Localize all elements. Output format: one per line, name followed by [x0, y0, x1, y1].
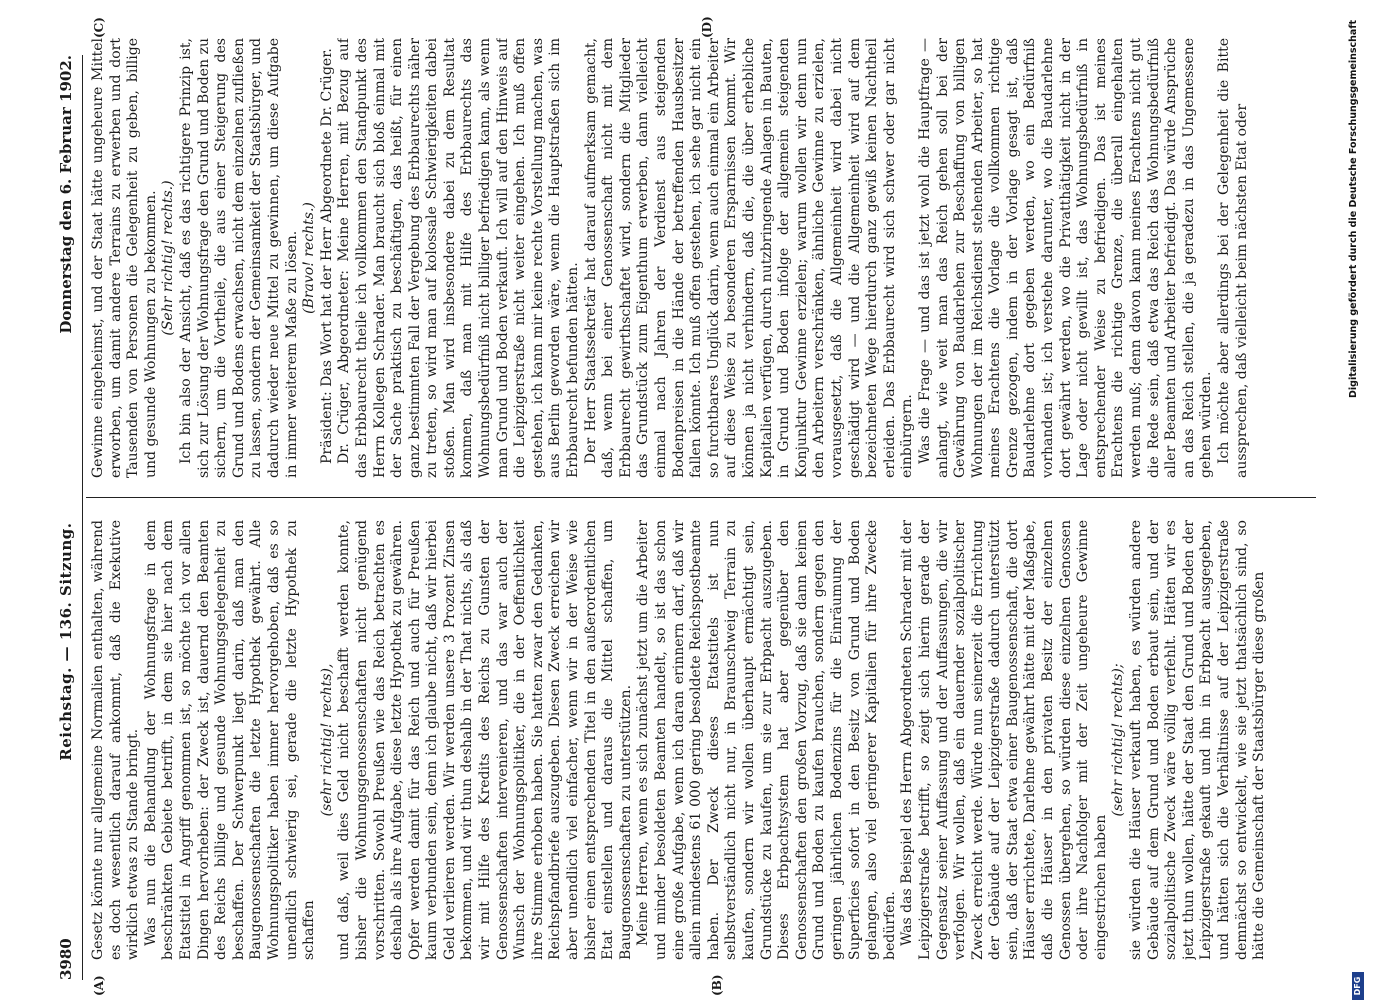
header-rule	[82, 55, 83, 980]
dfg-logo: DFG	[1352, 972, 1364, 1000]
paragraph: Gewinne eingeheimst, und der Staat hätte ungeheure Mittel erworben, um damit andere Terrains zu erwerben und dort Tausenden von Personen die Gelegenheit zu geben, billige und gesunde Wohnungen zu bekommen.	[90, 38, 159, 478]
margin-marker-c: (C)	[92, 17, 106, 38]
interjection: (Sehr richtig! rechts.)	[160, 180, 177, 336]
left-column	[90, 520, 1315, 960]
session-title: Reichstag. — 136. Sitzung.	[57, 522, 75, 761]
column-divider	[86, 497, 1316, 498]
digitization-credit: Digitalisierung gefördert durch die Deutsche Forschungsgemeinschaft	[1348, 20, 1359, 398]
paragraph: sie würden die Häuser verkauft haben, es würden andere Gebäude auf dem Grund und Boden erbaut sein, und der sozialpolitische Zweck wäre völlig verfehlt. Hätten wir es jetzt thun wollen, hätte der Staat den Grund und Boden der Leipzigerstraße gekauft und ihn in Erbpacht ausgegeben, und hätten sich die Verhältnisse auf der Leipzigerstraße demnächst so entwickelt, wie sie jetzt thatsächlich sind, so hätte die Gemeinschaft der Staatsbürger diese großen	[1128, 520, 1268, 960]
paragraph: und daß, weil dies Geld nicht beschafft werden konnte, bisher die Wohnungsgenossenschaften nicht genügend vorschritten. Sowohl Preußen wie das Reich betrachten es deshalb als ihre Aufgabe, diese letzte Hypothek zu gewähren. Opfer werden damit für das Reich und auch für Preußen kaum verbunden sein, denn ich glaube nicht, daß wir hierbei Geld verlieren werden. Wir werden unsere 3 Prozent Zinsen bekommen, und wir thun deshalb in der That nichts, als daß wir mit Hilfe des Kredits des Reichs zu Gunsten der Genossenschaften intervenieren, und das war auch der Wunsch der Wohnungspolitiker, die in der Oeffentlichkeit ihre Stimme erhoben haben. Sie hatten zwar den Gedanken, Reichspfandbriefe auszugeben. Diesen Zweck erreichen wir aber unendlich viel einfacher, wenn wir in der Weise wie bisher einen entsprechenden Titel in den außerordentlichen Etat einstellen und daraus die Mittel schaffen, um Baugenossenschaften zu unterstützen.	[336, 520, 634, 960]
paragraph: Was die Frage — und das ist jetzt wohl die Hauptfrage — anlangt, wie weit man das Reich gehen soll bei der Gewährung von Baudarlehen zur Beschaffung von billigen Wohnungen der im Reichsdienst stehenden Arbeiter, so hat meines Erachtens die Vorlage die vollkommen richtige Grenze gezogen, indem in der Vorlage gesagt ist, daß Baudarlehne dort gegeben werden, wo ein Bedürfniß vorhanden ist; ich verstehe darunter, wo die Baudarlehne dort gewährt werden, wo die Privatthätigkeit nicht in der Lage oder nicht gewillt ist, das Wohnungsbedürfniß in entsprechender Weise zu befriedigen. Das ist meines Erachtens die richtige Grenze, die überall eingehalten werden muß; denn davon kann meines Erachtens nicht gut die Rede sein, daß etwa das Reich das Wohnungsbedürfniß aller Beamten und Arbeiter befriedigt. Das würde Ansprüche an das Reich stellen, die ja geradezu in das Ungemessene gehen würden.	[916, 38, 1215, 478]
interjection: (sehr richtig! rechts);	[1110, 663, 1127, 817]
paragraph: Ich möchte aber allerdings bei der Gelegenheit die Bitte aussprechen, daß vielleicht beim nächsten Etat oder	[1216, 38, 1250, 478]
paragraph: Ich bin also der Ansicht, daß es das richtigere Prinzip ist, sich zur Lösung der Wohnungsfrage den Grund und Boden zu sichern, um die Vortheile, die aus einer Steigerung des Grund und Bodens erwachsen, nicht dem einzelnen zufließen zu lassen, sondern der Gemeinsamkeit der Staatsbürger, und dadurch wieder neue Mittel zu gewinnen, um diese Aufgabe in immer weiterem Maße zu lösen.	[177, 38, 300, 478]
page-header	[52, 55, 80, 980]
speaker-paragraph: Präsident: Das Wort hat der Herr Abgeordnete Dr. Crüger.	[318, 48, 335, 464]
right-column	[90, 38, 1315, 478]
paragraph: Was das Beispiel des Herrn Abgeordneten Schrader mit der Leipzigerstraße betrifft, so zeigt sich hierin gerade der Gegensatz seiner Auffassung und der Auffassungen, die wir verfolgen. Wir wollen, daß ein dauernder sozialpolitischer Zweck erreicht werde. Würde nun seinerzeit die Errichtung der Gebäude auf der Leipzigerstraße dadurch unterstützt sein, daß der Staat etwa einer Baugenossenschaft, die dort Häuser errichtete, Darlehne gewährt hätte mit der Maßgabe, daß die Häuser in den privaten Besitz der einzelnen Genossen übergehen, so würden diese einzelnen Genossen oder ihre Nachfolger mit der Zeit ungeheure Gewinne eingestrichen haben	[899, 520, 1109, 960]
session-date: Donnerstag den 6. Februar 1902.	[57, 55, 75, 334]
interjection: (Bravo! rechts.)	[301, 202, 318, 314]
page-number: 3980	[57, 938, 75, 980]
margin-marker-a: (A)	[92, 975, 106, 996]
margin-marker-b: (B)	[710, 974, 724, 996]
speaker-paragraph: Dr. Crüger, Abgeordneter: Meine Herren, mit Bezug auf das Erbbaurecht theile ich vollkommen den Standpunkt des Herrn Kollegen Schrader. Man braucht sich bloß einmal mit der Sache praktisch zu beschäftigen, das heißt, für einen ganz bestimmten Fall der Vergebung des Erbbaurechts näher zu treten, so wird man auf kolossale Schwierigkeiten dabei stoßen. Man wird insbesondere dabei zu dem Resultat kommen, daß man mit Hilfe des Erbbaurechts das Wohnungsbedürfniß nicht billiger befriedigen kann, als wenn man Grund und Boden verkauft. Ich will auf den Hinweis auf die Leipzigerstraße nicht weiter eingehen. Ich muß offen gestehen, ich kann mir keine rechte Vorstellung machen, was aus Berlin geworden wäre, wenn die Hauptstraßen sich im Erbbaurecht befunden hätten.	[336, 38, 582, 478]
interjection: (sehr richtig! rechts),	[318, 663, 335, 817]
paragraph: Was nun die Behandlung der Wohnungsfrage in dem beschränkten Gebiete betrifft, in dem sie hier nach dem Etatstitel in Angriff genommen ist, so möchte ich vor allen Dingen hervorheben: der Zweck ist, dauernd den Beamten des Reichs billige und gesunde Wohnungsgelegenheit zu beschaffen. Der Schwerpunkt liegt darin, daß man den Baugenossenschaften die letzte Hypothek gewährt. Alle Wohnungspolitiker haben immer hervorgehoben, daß es so unendlich schwierig sei, gerade die letzte Hypothek zu schaffen	[142, 520, 318, 960]
margin-marker-d: (D)	[700, 16, 714, 38]
paragraph: Der Herr Staatssekretär hat darauf aufmerksam gemacht, daß, wenn bei einer Genossenschaft nicht mit dem Erbbaurecht gewirthschaftet wird, sondern die Mitglieder das Grundstück zum Eigenthum erwerben, dann vielleicht einmal nach Jahren der Verdienst aus steigenden Bodenpreisen in die Hände der betreffenden Hausbesitzer fallen könnte. Ich muß offen gestehen, ich sehe gar nicht ein so furchtbares Unglück darin, wenn auch einmal ein Arbeiter auf diese Weise zu besonderen Ersparnissen kommt. Wir können ja nicht verhindern, daß die, die über erhebliche Kapitalien verfügen, durch nutzbringende Anlagen in Bauten, in Grund und Boden infolge der allgemein steigenden Konjunktur Gewinne erzielen; warum wollen wir denn nun den Arbeitern verschränken, ähnliche Gewinne zu erzielen, vorausgesetzt, daß die Allgemeinheit wird dabei nicht geschädigt wird — und die Allgemeinheit wird auf dem bezeichneten Wege hierdurch ganz gewiß keinen Nachtheil erleiden. Das Erbbaurecht wird sich schwer oder gar nicht einbürgern.	[582, 38, 916, 478]
paragraph: Gesetz könnte nur allgemeine Normalien enthalten, während es doch wesentlich darauf ankommt, daß die Exekutive wirklich etwas zu Stande bringt.	[90, 520, 142, 960]
paragraph: Meine Herren, wenn es sich zunächst jetzt um die Arbeiter und minder besoldeten Beamten handelt, so ist das schon eine große Aufgabe, wenn ich daran erinnern darf, daß wir allein mindestens 61 000 gering besoldete Reichspostbeamte haben. Der Zweck dieses Etatstitels ist nun selbstverständlich nicht nur, in Braunschweig Terrain zu kaufen, sondern wir wollen überhaupt ermächtigt sein, Grundstücke zu kaufen, um sie zur Erbpacht auszugeben. Dieses Erbpachtsystem hat aber gegenüber den Genossenschaften den großen Vorzug, daß sie dann keinen Grund und Boden zu kaufen brauchen, sondern gegen den geringen jährlichen Bodenzins für die Einräumung der Superficies sofort in den Besitz von Grund und Boden gelangen, also viel geringerer Kapitalien für ihre Zwecke bedürfen.	[635, 520, 898, 960]
